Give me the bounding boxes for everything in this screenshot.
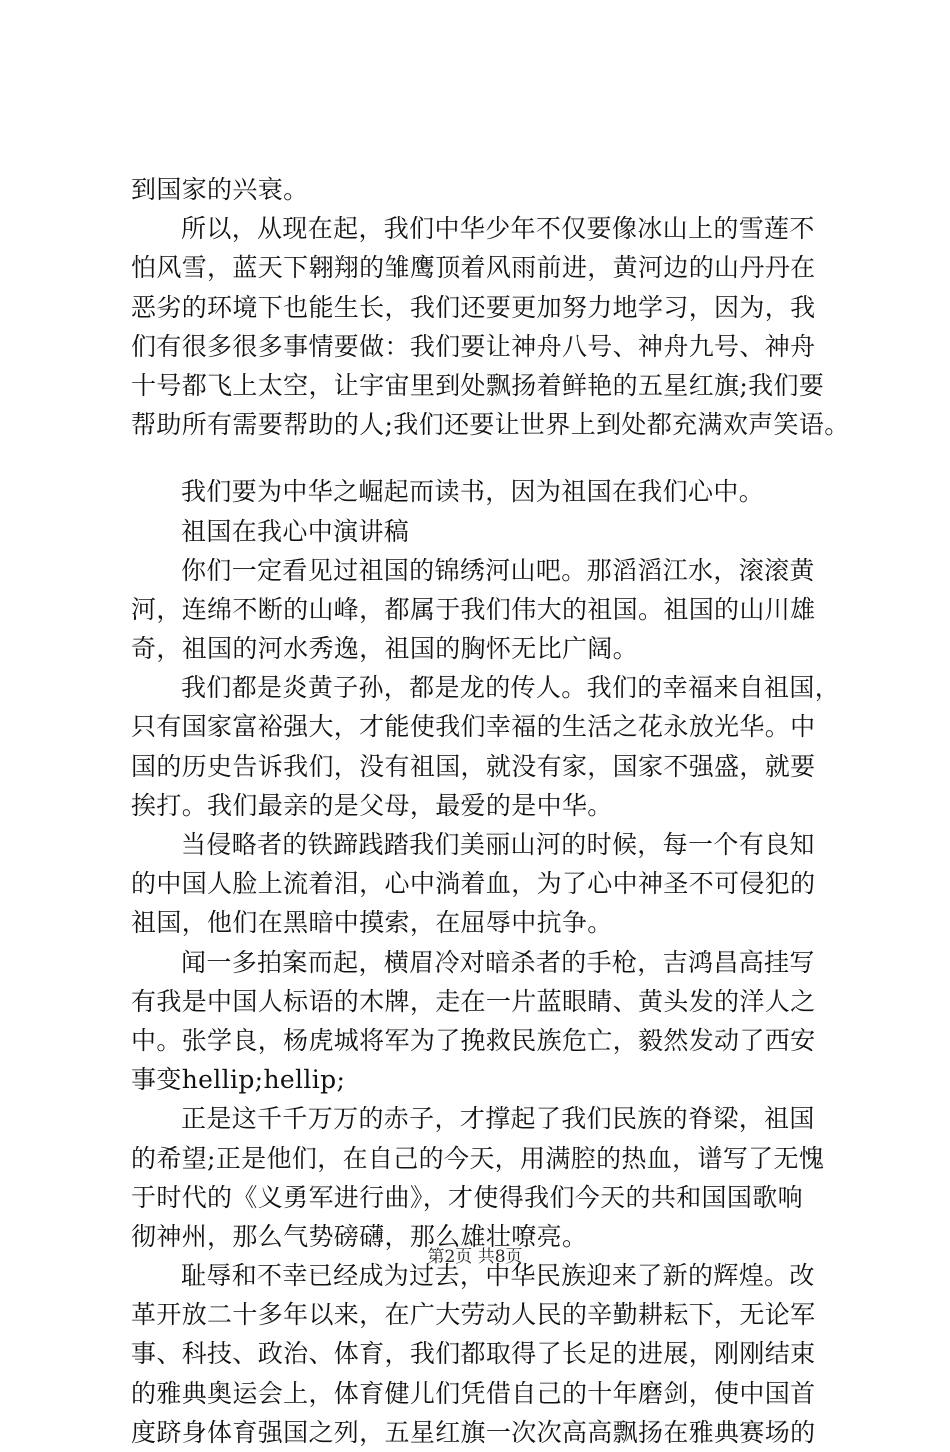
text-line: 十号都飞上太空，让宇宙里到处飘扬着鲜艳的五星红旗;我们要 <box>131 370 825 400</box>
text-line: 所以，从现在起，我们中华少年不仅要像冰山上的雪莲不 <box>181 214 815 244</box>
text-line: 怕风雪，蓝天下翱翔的雏鹰顶着风雨前进，黄河边的山丹丹在 <box>131 253 816 283</box>
text-line: 革开放二十多年以来，在广大劳动人民的辛勤耕耘下，无论军 <box>131 1300 816 1330</box>
text-line: 事变hellip;hellip; <box>131 1065 346 1095</box>
paragraph-gap <box>131 444 831 472</box>
text-line: 的希望;正是他们，在自己的今天，用满腔的热血，谱写了无愧 <box>131 1143 825 1173</box>
text-line: 我们要为中华之崛起而读书，因为祖国在我们心中。 <box>181 477 765 507</box>
text-line: 的雅典奥运会上，体育健儿们凭借自己的十年磨剑，使中国首 <box>131 1378 816 1408</box>
text-line: 帮助所有需要帮助的人;我们还要让世界上到处都充满欢声笑语。 <box>131 410 850 440</box>
text-line: 于时代的《义勇军进行曲》，才使得我们今天的共和国国歌响 <box>131 1182 803 1212</box>
text-line: 祖国，他们在黑暗中摸索，在屈辱中抗争。 <box>131 908 613 938</box>
text-line: 你们一定看见过祖国的锦绣河山吧。那滔滔江水，滚滚黄 <box>181 555 815 585</box>
text-line: 我们都是炎黄子孙，都是龙的传人。我们的幸福来自祖国， <box>181 673 841 703</box>
text-line: 的中国人脸上流着泪，心中淌着血，为了心中神圣不可侵犯的 <box>131 869 816 899</box>
text-line: 只有国家富裕强大，才能使我们幸福的生活之花永放光华。中 <box>131 712 816 742</box>
text-line: 有我是中国人标语的木牌，走在一片蓝眼睛、黄头发的洋人之 <box>131 986 816 1016</box>
text-line: 国的历史告诉我们，没有祖国，就没有家，国家不强盛，就要 <box>131 751 816 781</box>
text-line: 中。张学良，杨虎城将军为了挽救民族危亡，毅然发动了西安 <box>131 1025 816 1055</box>
text-line: 彻神州，那么气势磅礴，那么雄壮嘹亮。 <box>131 1221 588 1251</box>
text-line: 闻一多拍案而起，横眉冷对暗杀者的手枪，吉鸿昌高挂写 <box>181 947 815 977</box>
text-line: 度跻身体育强国之列，五星红旗一次次高高飘扬在雅典赛场的 <box>131 1417 816 1447</box>
text-line: 耻辱和不幸已经成为过去，中华民族迎来了新的辉煌。改 <box>181 1261 815 1291</box>
text-line: 奇，祖国的河水秀逸，祖国的胸怀无比广阔。 <box>131 634 639 664</box>
text-line: 事、科技、政治、体育，我们都取得了长足的进展，刚刚结束 <box>131 1339 816 1369</box>
page-number-footer: 第2页 共8页 <box>427 1247 523 1267</box>
text-line: 正是这千千万万的赤子，才撑起了我们民族的脊梁，祖国 <box>181 1104 815 1134</box>
text-line: 恶劣的环境下也能生长，我们还要更加努力地学习，因为，我 <box>131 292 816 322</box>
text-line: 挨打。我们最亲的是父母，最爱的是中华。 <box>131 790 613 820</box>
text-line: 祖国在我心中演讲稿 <box>181 516 410 546</box>
text-line: 河，连绵不断的山峰，都属于我们伟大的祖国。祖国的山川雄 <box>131 594 816 624</box>
text-line: 到国家的兴衰。 <box>131 175 309 204</box>
text-line: 们有很多很多事情要做：我们要让神舟八号、神舟九号、神舟 <box>131 331 816 361</box>
text-line: 当侵略者的铁蹄践踏我们美丽山河的时候，每一个有良知 <box>181 830 815 859</box>
